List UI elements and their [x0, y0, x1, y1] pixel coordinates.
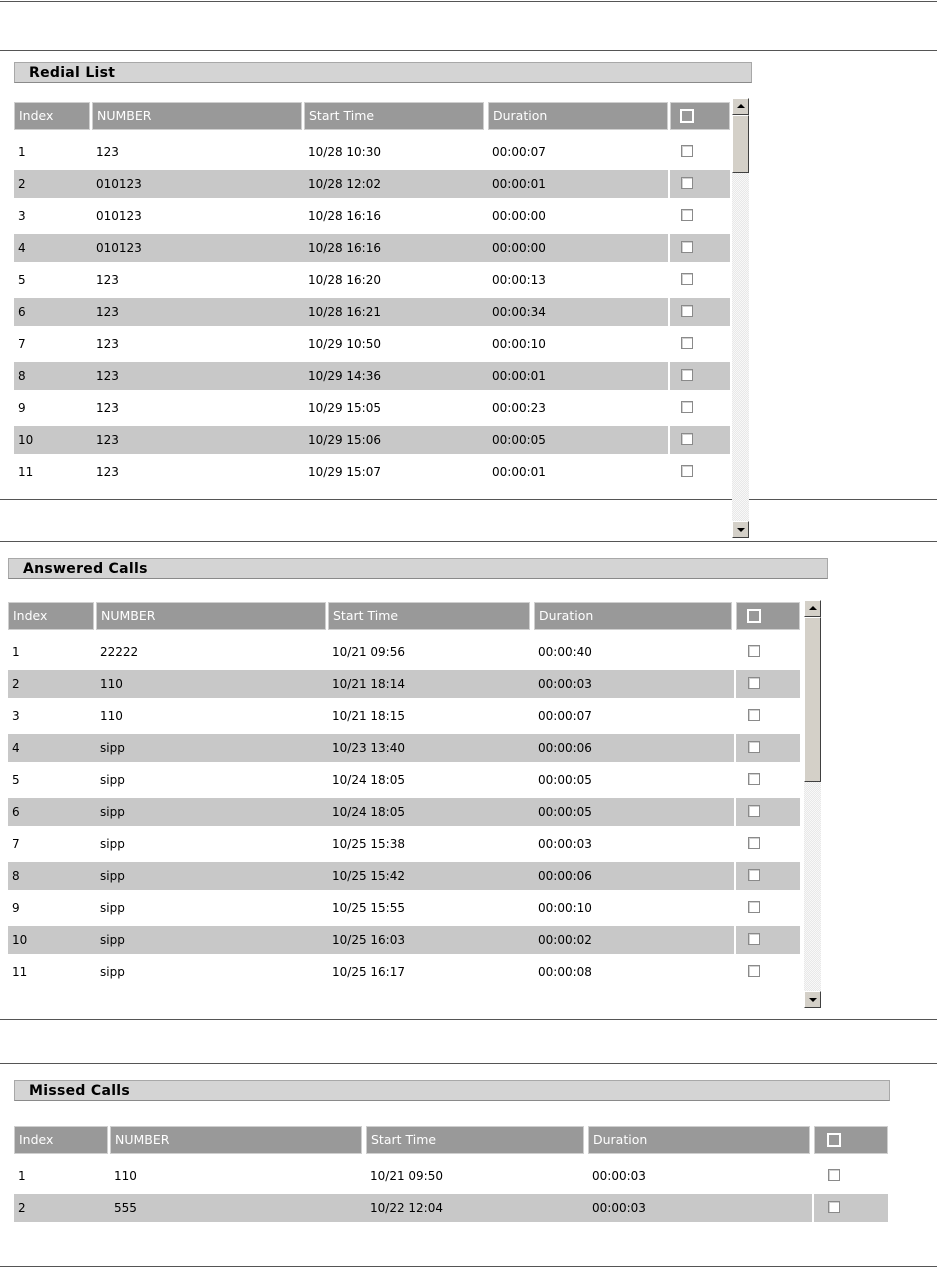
- number-cell: 123: [96, 465, 119, 479]
- panel-title: Answered Calls: [8, 558, 828, 579]
- index-cell: 11: [12, 965, 28, 979]
- index-cell: 6: [12, 805, 20, 819]
- panel-title: Redial List: [14, 62, 752, 83]
- start-time-cell: 10/25 15:42: [332, 869, 405, 883]
- row-shade: [670, 426, 730, 454]
- scrollbar-thumb[interactable]: [732, 115, 749, 173]
- row-shade: [736, 926, 800, 954]
- start-time-cell: 10/28 16:20: [308, 273, 381, 287]
- index-cell: 10: [18, 433, 34, 447]
- row-checkbox[interactable]: [748, 645, 760, 657]
- start-time-cell: 10/29 15:07: [308, 465, 381, 479]
- select-all-header: [736, 602, 800, 630]
- row-checkbox[interactable]: [681, 209, 693, 221]
- scroll-up-arrow-icon[interactable]: [732, 98, 749, 115]
- table-row: [8, 862, 800, 890]
- scroll-down-arrow-icon[interactable]: [804, 991, 821, 1008]
- table-row: [14, 234, 730, 262]
- row-shade: [670, 298, 730, 326]
- number-cell: sipp: [100, 805, 125, 819]
- duration-cell: 00:00:10: [538, 901, 592, 915]
- table-row: [8, 798, 800, 826]
- row-shade: [736, 798, 800, 826]
- separator: [0, 50, 937, 51]
- row-checkbox[interactable]: [828, 1169, 840, 1181]
- scroll-down-arrow-icon[interactable]: [732, 521, 749, 538]
- index-cell: 1: [18, 145, 26, 159]
- table-row: [14, 362, 730, 390]
- select-all-checkbox[interactable]: [747, 609, 761, 623]
- start-time-cell: 10/29 14:36: [308, 369, 381, 383]
- table-row: [8, 734, 800, 762]
- table-row: [8, 894, 800, 922]
- index-cell: 2: [18, 177, 26, 191]
- separator: [0, 1063, 937, 1064]
- select-all-checkbox[interactable]: [827, 1133, 841, 1147]
- start-time-cell: 10/24 18:05: [332, 773, 405, 787]
- index-cell: 5: [18, 273, 26, 287]
- table-row: [8, 670, 800, 698]
- number-cell: 123: [96, 337, 119, 351]
- number-cell: sipp: [100, 869, 125, 883]
- start-time-cell: 10/25 15:38: [332, 837, 405, 851]
- column-header-start-time[interactable]: Start Time: [304, 102, 484, 130]
- duration-cell: 00:00:40: [538, 645, 592, 659]
- start-time-cell: 10/29 15:05: [308, 401, 381, 415]
- start-time-cell: 10/21 09:50: [370, 1169, 443, 1183]
- duration-cell: 00:00:34: [492, 305, 546, 319]
- start-time-cell: 10/25 16:17: [332, 965, 405, 979]
- column-header-index[interactable]: Index: [14, 1126, 108, 1154]
- row-checkbox[interactable]: [681, 337, 693, 349]
- row-checkbox[interactable]: [748, 709, 760, 721]
- select-all-header: [814, 1126, 888, 1154]
- duration-cell: 00:00:06: [538, 741, 592, 755]
- start-time-cell: 10/29 10:50: [308, 337, 381, 351]
- number-cell: 123: [96, 305, 119, 319]
- index-cell: 6: [18, 305, 26, 319]
- start-time-cell: 10/22 12:04: [370, 1201, 443, 1215]
- table-row: [8, 958, 800, 986]
- number-cell: 123: [96, 145, 119, 159]
- duration-cell: 00:00:13: [492, 273, 546, 287]
- number-cell: 123: [96, 401, 119, 415]
- index-cell: 3: [12, 709, 20, 723]
- duration-cell: 00:00:23: [492, 401, 546, 415]
- table-row: [14, 426, 730, 454]
- row-shade: [736, 862, 800, 890]
- table-row: [14, 458, 730, 486]
- number-cell: sipp: [100, 965, 125, 979]
- number-cell: 123: [96, 369, 119, 383]
- duration-cell: 00:00:05: [538, 773, 592, 787]
- row-checkbox[interactable]: [748, 837, 760, 849]
- select-all-header: [670, 102, 730, 130]
- start-time-cell: 10/21 09:56: [332, 645, 405, 659]
- table-row: [14, 202, 730, 230]
- row-checkbox[interactable]: [681, 401, 693, 413]
- row-shade: [670, 170, 730, 198]
- number-cell: 010123: [96, 177, 142, 191]
- number-cell: 110: [100, 709, 123, 723]
- call-list: [14, 102, 732, 544]
- column-header-index[interactable]: Index: [8, 602, 94, 630]
- number-cell: 555: [114, 1201, 137, 1215]
- duration-cell: 00:00:01: [492, 369, 546, 383]
- index-cell: 4: [12, 741, 20, 755]
- table-row: [14, 266, 730, 294]
- table-row: [14, 394, 730, 422]
- duration-cell: 00:00:06: [538, 869, 592, 883]
- table-row: [14, 330, 730, 358]
- index-cell: 7: [12, 837, 20, 851]
- column-header-duration[interactable]: Duration: [488, 102, 668, 130]
- number-cell: sipp: [100, 901, 125, 915]
- column-header-start-time[interactable]: Start Time: [366, 1126, 584, 1154]
- table-row: [8, 702, 800, 730]
- duration-cell: 00:00:10: [492, 337, 546, 351]
- start-time-cell: 10/28 16:16: [308, 241, 381, 255]
- row-checkbox[interactable]: [681, 241, 693, 253]
- index-cell: 4: [18, 241, 26, 255]
- index-cell: 5: [12, 773, 20, 787]
- start-time-cell: 10/29 15:06: [308, 433, 381, 447]
- row-checkbox[interactable]: [681, 465, 693, 477]
- scroll-up-arrow-icon[interactable]: [804, 600, 821, 617]
- vertical-scrollbar[interactable]: [732, 98, 749, 538]
- column-header-number[interactable]: NUMBER: [110, 1126, 362, 1154]
- column-header-duration[interactable]: Duration: [534, 602, 732, 630]
- duration-cell: 00:00:08: [538, 965, 592, 979]
- scrollbar-thumb[interactable]: [804, 617, 821, 782]
- row-checkbox[interactable]: [748, 965, 760, 977]
- select-all-checkbox[interactable]: [680, 109, 694, 123]
- index-cell: 10: [12, 933, 28, 947]
- row-shade: [670, 362, 730, 390]
- number-cell: 123: [96, 433, 119, 447]
- index-cell: 9: [12, 901, 20, 915]
- table-row: [8, 766, 800, 794]
- index-cell: 1: [12, 645, 20, 659]
- start-time-cell: 10/23 13:40: [332, 741, 405, 755]
- number-cell: 010123: [96, 241, 142, 255]
- row-checkbox[interactable]: [748, 677, 760, 689]
- duration-cell: 00:00:07: [492, 145, 546, 159]
- row-checkbox[interactable]: [681, 433, 693, 445]
- index-cell: 1: [18, 1169, 26, 1183]
- row-checkbox[interactable]: [681, 273, 693, 285]
- index-cell: 11: [18, 465, 34, 479]
- duration-cell: 00:00:05: [492, 433, 546, 447]
- row-checkbox[interactable]: [681, 145, 693, 157]
- duration-cell: 00:00:03: [538, 837, 592, 851]
- start-time-cell: 10/21 18:14: [332, 677, 405, 691]
- row-checkbox[interactable]: [681, 177, 693, 189]
- duration-cell: 00:00:05: [538, 805, 592, 819]
- number-cell: 110: [100, 677, 123, 691]
- duration-cell: 00:00:00: [492, 209, 546, 223]
- index-cell: 8: [12, 869, 20, 883]
- duration-cell: 00:00:03: [538, 677, 592, 691]
- column-header-start-time[interactable]: Start Time: [328, 602, 530, 630]
- duration-cell: 00:00:02: [538, 933, 592, 947]
- column-header-row: [14, 1126, 888, 1154]
- duration-cell: 00:00:03: [592, 1201, 646, 1215]
- index-cell: 3: [18, 209, 26, 223]
- duration-cell: 00:00:00: [492, 241, 546, 255]
- index-cell: 7: [18, 337, 26, 351]
- number-cell: sipp: [100, 933, 125, 947]
- number-cell: 110: [114, 1169, 137, 1183]
- row-checkbox[interactable]: [681, 305, 693, 317]
- index-cell: 2: [18, 1201, 26, 1215]
- table-row: [14, 1162, 888, 1190]
- call-list: [14, 1126, 890, 1276]
- start-time-cell: 10/21 18:15: [332, 709, 405, 723]
- start-time-cell: 10/28 16:21: [308, 305, 381, 319]
- duration-cell: 00:00:03: [592, 1169, 646, 1183]
- table-row: [14, 138, 730, 166]
- column-header-number[interactable]: NUMBER: [92, 102, 302, 130]
- table-row: [14, 170, 730, 198]
- column-header-index[interactable]: Index: [14, 102, 90, 130]
- duration-cell: 00:00:07: [538, 709, 592, 723]
- table-row: [8, 638, 800, 666]
- row-checkbox[interactable]: [681, 369, 693, 381]
- column-header-number[interactable]: NUMBER: [96, 602, 326, 630]
- row-shade: [670, 234, 730, 262]
- column-header-duration[interactable]: Duration: [588, 1126, 810, 1154]
- number-cell: sipp: [100, 741, 125, 755]
- call-list: [8, 602, 802, 1057]
- number-cell: 22222: [100, 645, 139, 659]
- table-row: [14, 298, 730, 326]
- row-checkbox[interactable]: [748, 741, 760, 753]
- duration-cell: 00:00:01: [492, 177, 546, 191]
- row-checkbox[interactable]: [748, 773, 760, 785]
- vertical-scrollbar[interactable]: [804, 600, 821, 1008]
- column-header-row: [8, 602, 800, 630]
- row-checkbox[interactable]: [748, 933, 760, 945]
- row-checkbox[interactable]: [748, 869, 760, 881]
- start-time-cell: 10/25 15:55: [332, 901, 405, 915]
- start-time-cell: 10/28 16:16: [308, 209, 381, 223]
- start-time-cell: 10/25 16:03: [332, 933, 405, 947]
- number-cell: 010123: [96, 209, 142, 223]
- table-row: [8, 926, 800, 954]
- row-checkbox[interactable]: [748, 805, 760, 817]
- start-time-cell: 10/28 12:02: [308, 177, 381, 191]
- row-checkbox[interactable]: [828, 1201, 840, 1213]
- table-row: [14, 1194, 888, 1222]
- number-cell: sipp: [100, 837, 125, 851]
- start-time-cell: 10/28 10:30: [308, 145, 381, 159]
- table-row: [8, 830, 800, 858]
- row-checkbox[interactable]: [748, 901, 760, 913]
- duration-cell: 00:00:01: [492, 465, 546, 479]
- index-cell: 8: [18, 369, 26, 383]
- column-header-row: [14, 102, 730, 130]
- index-cell: 9: [18, 401, 26, 415]
- index-cell: 2: [12, 677, 20, 691]
- top-separator: [0, 1, 937, 2]
- panel-title: Missed Calls: [14, 1080, 890, 1101]
- number-cell: 123: [96, 273, 119, 287]
- number-cell: sipp: [100, 773, 125, 787]
- row-shade: [736, 670, 800, 698]
- row-shade: [736, 734, 800, 762]
- start-time-cell: 10/24 18:05: [332, 805, 405, 819]
- row-shade: [814, 1194, 888, 1222]
